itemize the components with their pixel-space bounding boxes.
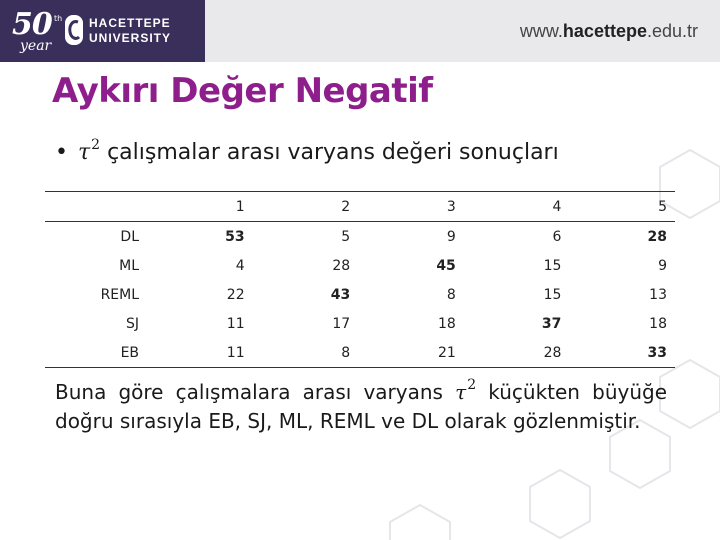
table-cell: 8 (253, 338, 359, 368)
table-cell: 4 (235, 257, 245, 274)
table-cell: 9 (658, 257, 667, 274)
table-cell: 6 (552, 228, 562, 245)
conclusion-part1: Buna göre çalışmalara arası varyans (55, 380, 443, 404)
tau-exponent: 2 (91, 137, 101, 153)
table-cell: 11 (147, 338, 253, 368)
website-highlight: hacettepe (562, 21, 647, 41)
logo-name-line2: UNIVERSITY (89, 31, 172, 45)
table-cell: 28 (647, 228, 667, 245)
table-cell: 28 (332, 257, 351, 274)
table-corner-cell (45, 192, 147, 222)
table-cell: 17 (332, 315, 351, 332)
logo-name-line1: HACETTEPE (89, 16, 171, 30)
table-cell: 11 (226, 315, 245, 332)
bullet-point (55, 137, 559, 165)
table-cell: 53 (225, 228, 245, 245)
university-seal-icon (64, 14, 84, 46)
table-cell: 22 (226, 286, 245, 303)
column-header: 1 (147, 192, 253, 222)
website-suffix: .edu.tr (646, 21, 698, 41)
slide-title: Aykırı Değer Negatif (52, 71, 433, 111)
website-url (520, 21, 698, 42)
table-cell: 33 (569, 338, 675, 368)
logo-anniversary-word: year (20, 38, 52, 54)
logo-anniversary-number: 50 (12, 7, 52, 42)
university-logo (0, 0, 205, 62)
table-row (45, 280, 675, 309)
conclusion-part2: küçükten büyüğe doğru sırasıyla EB, SJ, ML, REML ve DL olarak gözlenmiştir. (55, 380, 668, 433)
table-cell: 43 (330, 286, 351, 303)
table-cell: 9 (446, 228, 456, 245)
table-row (45, 338, 675, 368)
bullet-symbol: • (55, 140, 68, 165)
table-cell: 18 (437, 315, 456, 332)
table-cell: 28 (464, 338, 570, 368)
table-header-row (45, 192, 675, 222)
header-bar (0, 0, 720, 62)
table-row (45, 251, 675, 280)
table-cell: 13 (649, 286, 667, 303)
table-row (45, 309, 675, 338)
tau-symbol: τ (77, 140, 91, 165)
column-header: 3 (358, 192, 464, 222)
column-header: 4 (464, 192, 570, 222)
tau-exponent: 2 (467, 377, 477, 393)
table-cell: 45 (436, 257, 456, 274)
row-label: SJ (126, 315, 140, 332)
logo-anniversary-suffix: th (54, 14, 63, 23)
column-header: 5 (569, 192, 675, 222)
table-row (45, 222, 675, 252)
table-cell: 8 (446, 286, 456, 303)
table-cell: 37 (541, 315, 562, 332)
conclusion-text (55, 379, 667, 434)
row-label: EB (45, 338, 147, 368)
row-label: DL (120, 228, 140, 245)
website-prefix: www. (519, 21, 563, 41)
row-label: REML (100, 286, 140, 303)
row-label: ML (119, 257, 140, 274)
variance-results-table (45, 191, 675, 368)
table-cell: 5 (341, 228, 351, 245)
table-cell: 15 (543, 286, 562, 303)
tau-symbol: τ (455, 380, 467, 404)
table-cell: 15 (543, 257, 562, 274)
column-header: 2 (253, 192, 359, 222)
table-cell: 18 (649, 315, 667, 332)
bullet-text: çalışmalar arası varyans değeri sonuçları (107, 140, 559, 165)
table-cell: 21 (358, 338, 464, 368)
